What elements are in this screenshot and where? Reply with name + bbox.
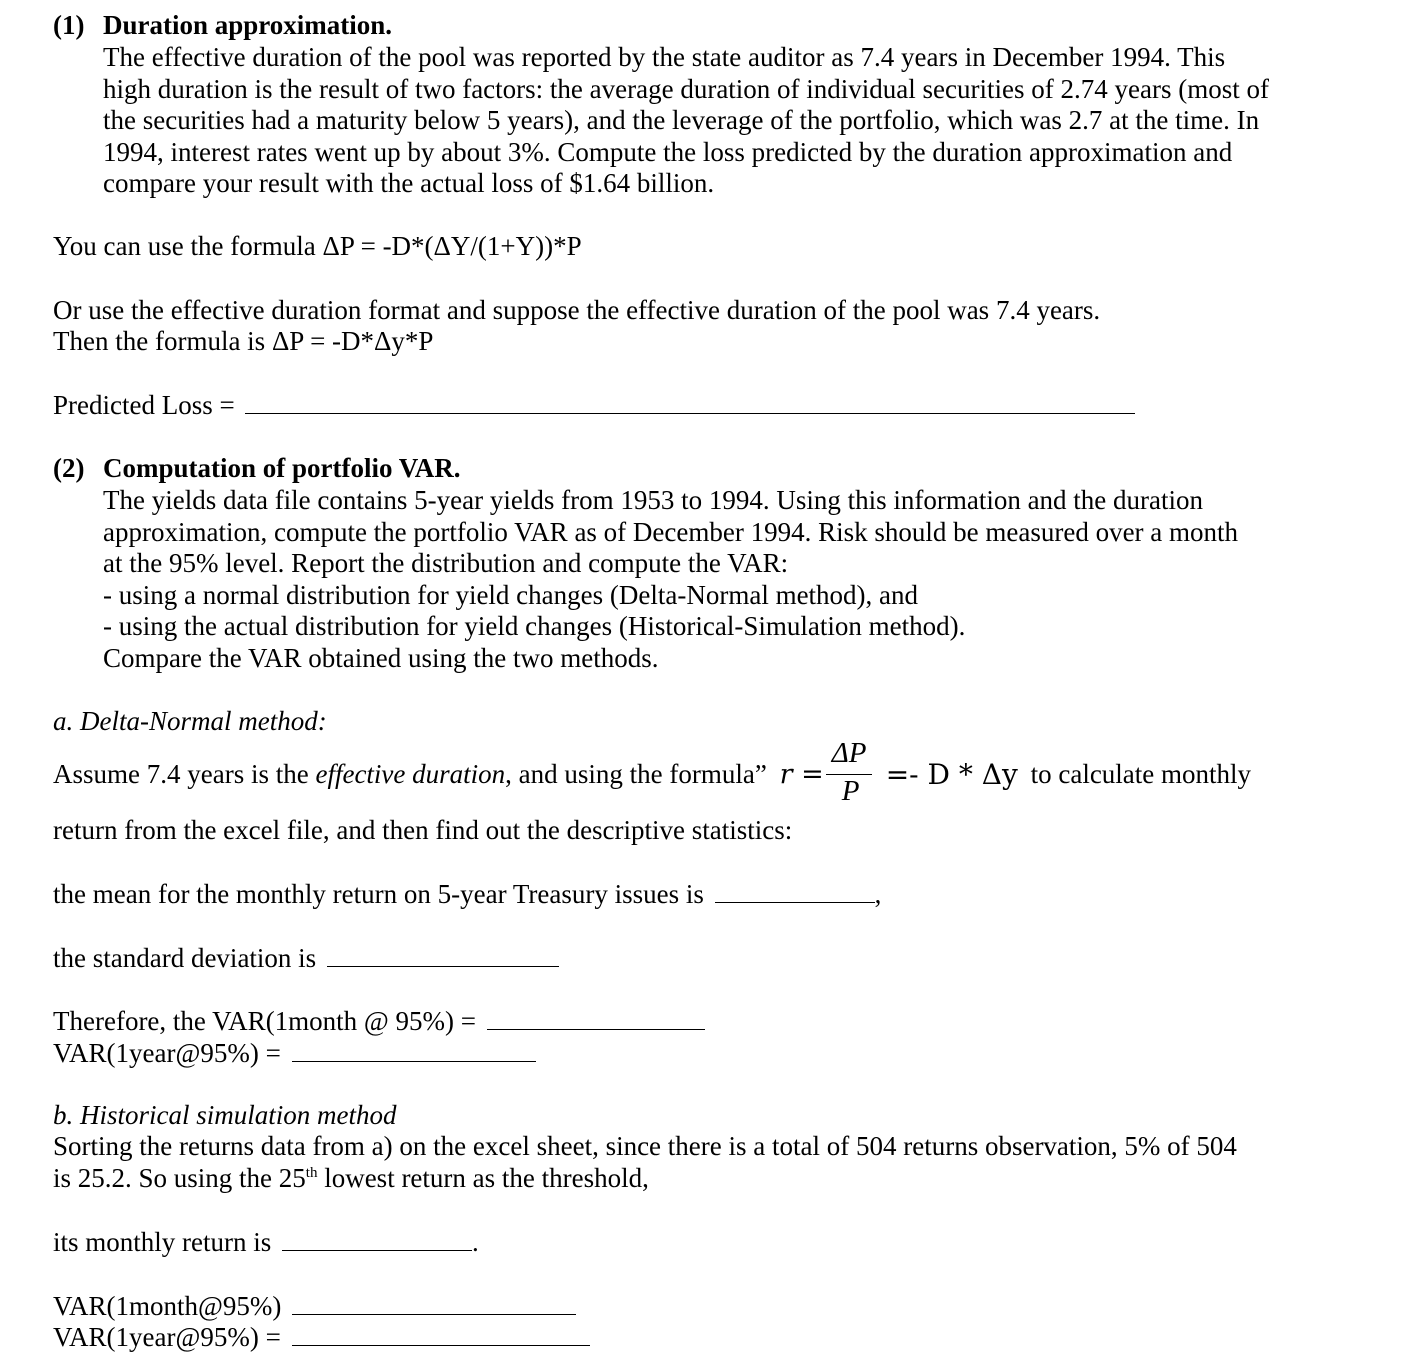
section1-line: compare your result with the actual loss of $1.64 billion.	[103, 168, 715, 199]
predicted-loss-blank[interactable]	[245, 389, 1135, 414]
mean-label: the mean for the monthly return on 5-year Treasury issues is	[53, 879, 704, 909]
formula-r: r =	[779, 759, 824, 791]
section1-line: 1994, interest rates went up by about 3%. Compute the loss predicted by the duration approximation and	[103, 136, 1233, 167]
predicted-loss-label: Predicted Loss =	[53, 390, 235, 420]
monthly-return-suffix: .	[472, 1227, 479, 1257]
part-b-line-1: Sorting the returns data from a) on the excel sheet, since there is a total of 504 returns observation, 5% of 504	[53, 1131, 1237, 1161]
formula-numerator: ΔP	[831, 737, 867, 769]
var-month-b-blank[interactable]	[292, 1290, 576, 1315]
mean-suffix: ,	[874, 879, 882, 909]
section2-line: approximation, compute the portfolio VAR as of December 1994. Risk should be measured over a month	[103, 516, 1239, 547]
assume-tail: to calculate monthly	[1030, 759, 1252, 790]
assume-line-2: return from the excel file, and then find out the descriptive statistics:	[53, 815, 793, 845]
formula-1: You can use the formula ΔP = -D*(ΔY/(1+Y))*P	[53, 231, 582, 261]
assume-line	[53, 737, 1252, 810]
section1-title: Duration approximation.	[103, 10, 393, 40]
mean-blank[interactable]	[715, 878, 875, 903]
section2-line: - using the actual distribution for yield changes (Historical-Simulation method).	[103, 611, 966, 642]
ordinal-suffix: th	[305, 1165, 318, 1181]
assume-suffix: , and using the formula”	[505, 759, 767, 790]
monthly-return-row	[53, 1226, 479, 1259]
var-month-a-label: Therefore, the VAR(1month @ 95%) =	[53, 1006, 477, 1036]
formula-2-line-1: Or use the effective duration format and suppose the effective duration of the pool was 7.4 years.	[53, 295, 1101, 325]
monthly-return-blank[interactable]	[282, 1226, 472, 1251]
part-b-heading: b. Historical simulation method	[53, 1100, 397, 1130]
assume-prefix: Assume 7.4 years is the	[53, 759, 316, 790]
var-month-b-row	[53, 1290, 576, 1323]
part-b-line-2	[53, 1163, 649, 1195]
std-label: the standard deviation is	[53, 943, 317, 973]
section2-line: at the 95% level. Report the distribution and compute the VAR:	[103, 548, 789, 579]
predicted-loss-row	[53, 389, 1135, 422]
std-row	[53, 942, 559, 975]
var-year-a-row	[53, 1037, 536, 1070]
mean-row	[53, 878, 881, 911]
part-b-line-2-prefix: is 25.2. So using the 25	[53, 1163, 306, 1193]
section1-paragraph	[103, 42, 1343, 200]
section2-paragraph	[103, 485, 1343, 675]
std-blank[interactable]	[327, 942, 559, 967]
part-a-heading: a. Delta-Normal method:	[53, 706, 327, 736]
section2-title: Computation of portfolio VAR.	[103, 453, 461, 483]
section2-number: (2)	[53, 453, 85, 483]
section2-heading	[53, 453, 461, 485]
formula-2-line-2: Then the formula is ΔP = -D*Δy*P	[53, 326, 434, 356]
var-year-b-blank[interactable]	[292, 1321, 590, 1346]
section1-number: (1)	[53, 10, 85, 40]
monthly-return-label: its monthly return is	[53, 1227, 272, 1257]
formula-rhs: =- D * Δy	[885, 758, 1018, 792]
var-month-b-label: VAR(1month@95%)	[53, 1291, 282, 1321]
var-year-b-row	[53, 1321, 590, 1354]
part-b-line-2-suffix: lowest return as the threshold,	[317, 1163, 649, 1193]
section1-heading	[53, 10, 392, 42]
var-year-a-label: VAR(1year@95%) =	[53, 1038, 281, 1068]
assume-italic: effective duration	[315, 759, 506, 790]
var-year-a-blank[interactable]	[292, 1037, 536, 1062]
section2-line: Compare the VAR obtained using the two methods.	[103, 642, 659, 673]
formula-denominator: P	[841, 775, 860, 807]
section1-line: high duration is the result of two factors: the average duration of individual securities of 2.74 years (most of	[103, 73, 1269, 104]
section1-line: The effective duration of the pool was reported by the state auditor as 7.4 years in December 1994. This	[103, 42, 1226, 72]
var-month-a-blank[interactable]	[487, 1005, 705, 1030]
section2-line: The yields data file contains 5-year yields from 1953 to 1994. Using this information and the duration	[103, 485, 1204, 515]
section1-line: the securities had a maturity below 5 years), and the leverage of the portfolio, which was 2.7 at the time. In	[103, 105, 1260, 136]
formula-fraction	[826, 737, 878, 810]
section2-line: - using a normal distribution for yield changes (Delta-Normal method), and	[103, 579, 919, 610]
var-year-b-label: VAR(1year@95%) =	[53, 1322, 281, 1352]
var-month-a-row	[53, 1005, 705, 1038]
